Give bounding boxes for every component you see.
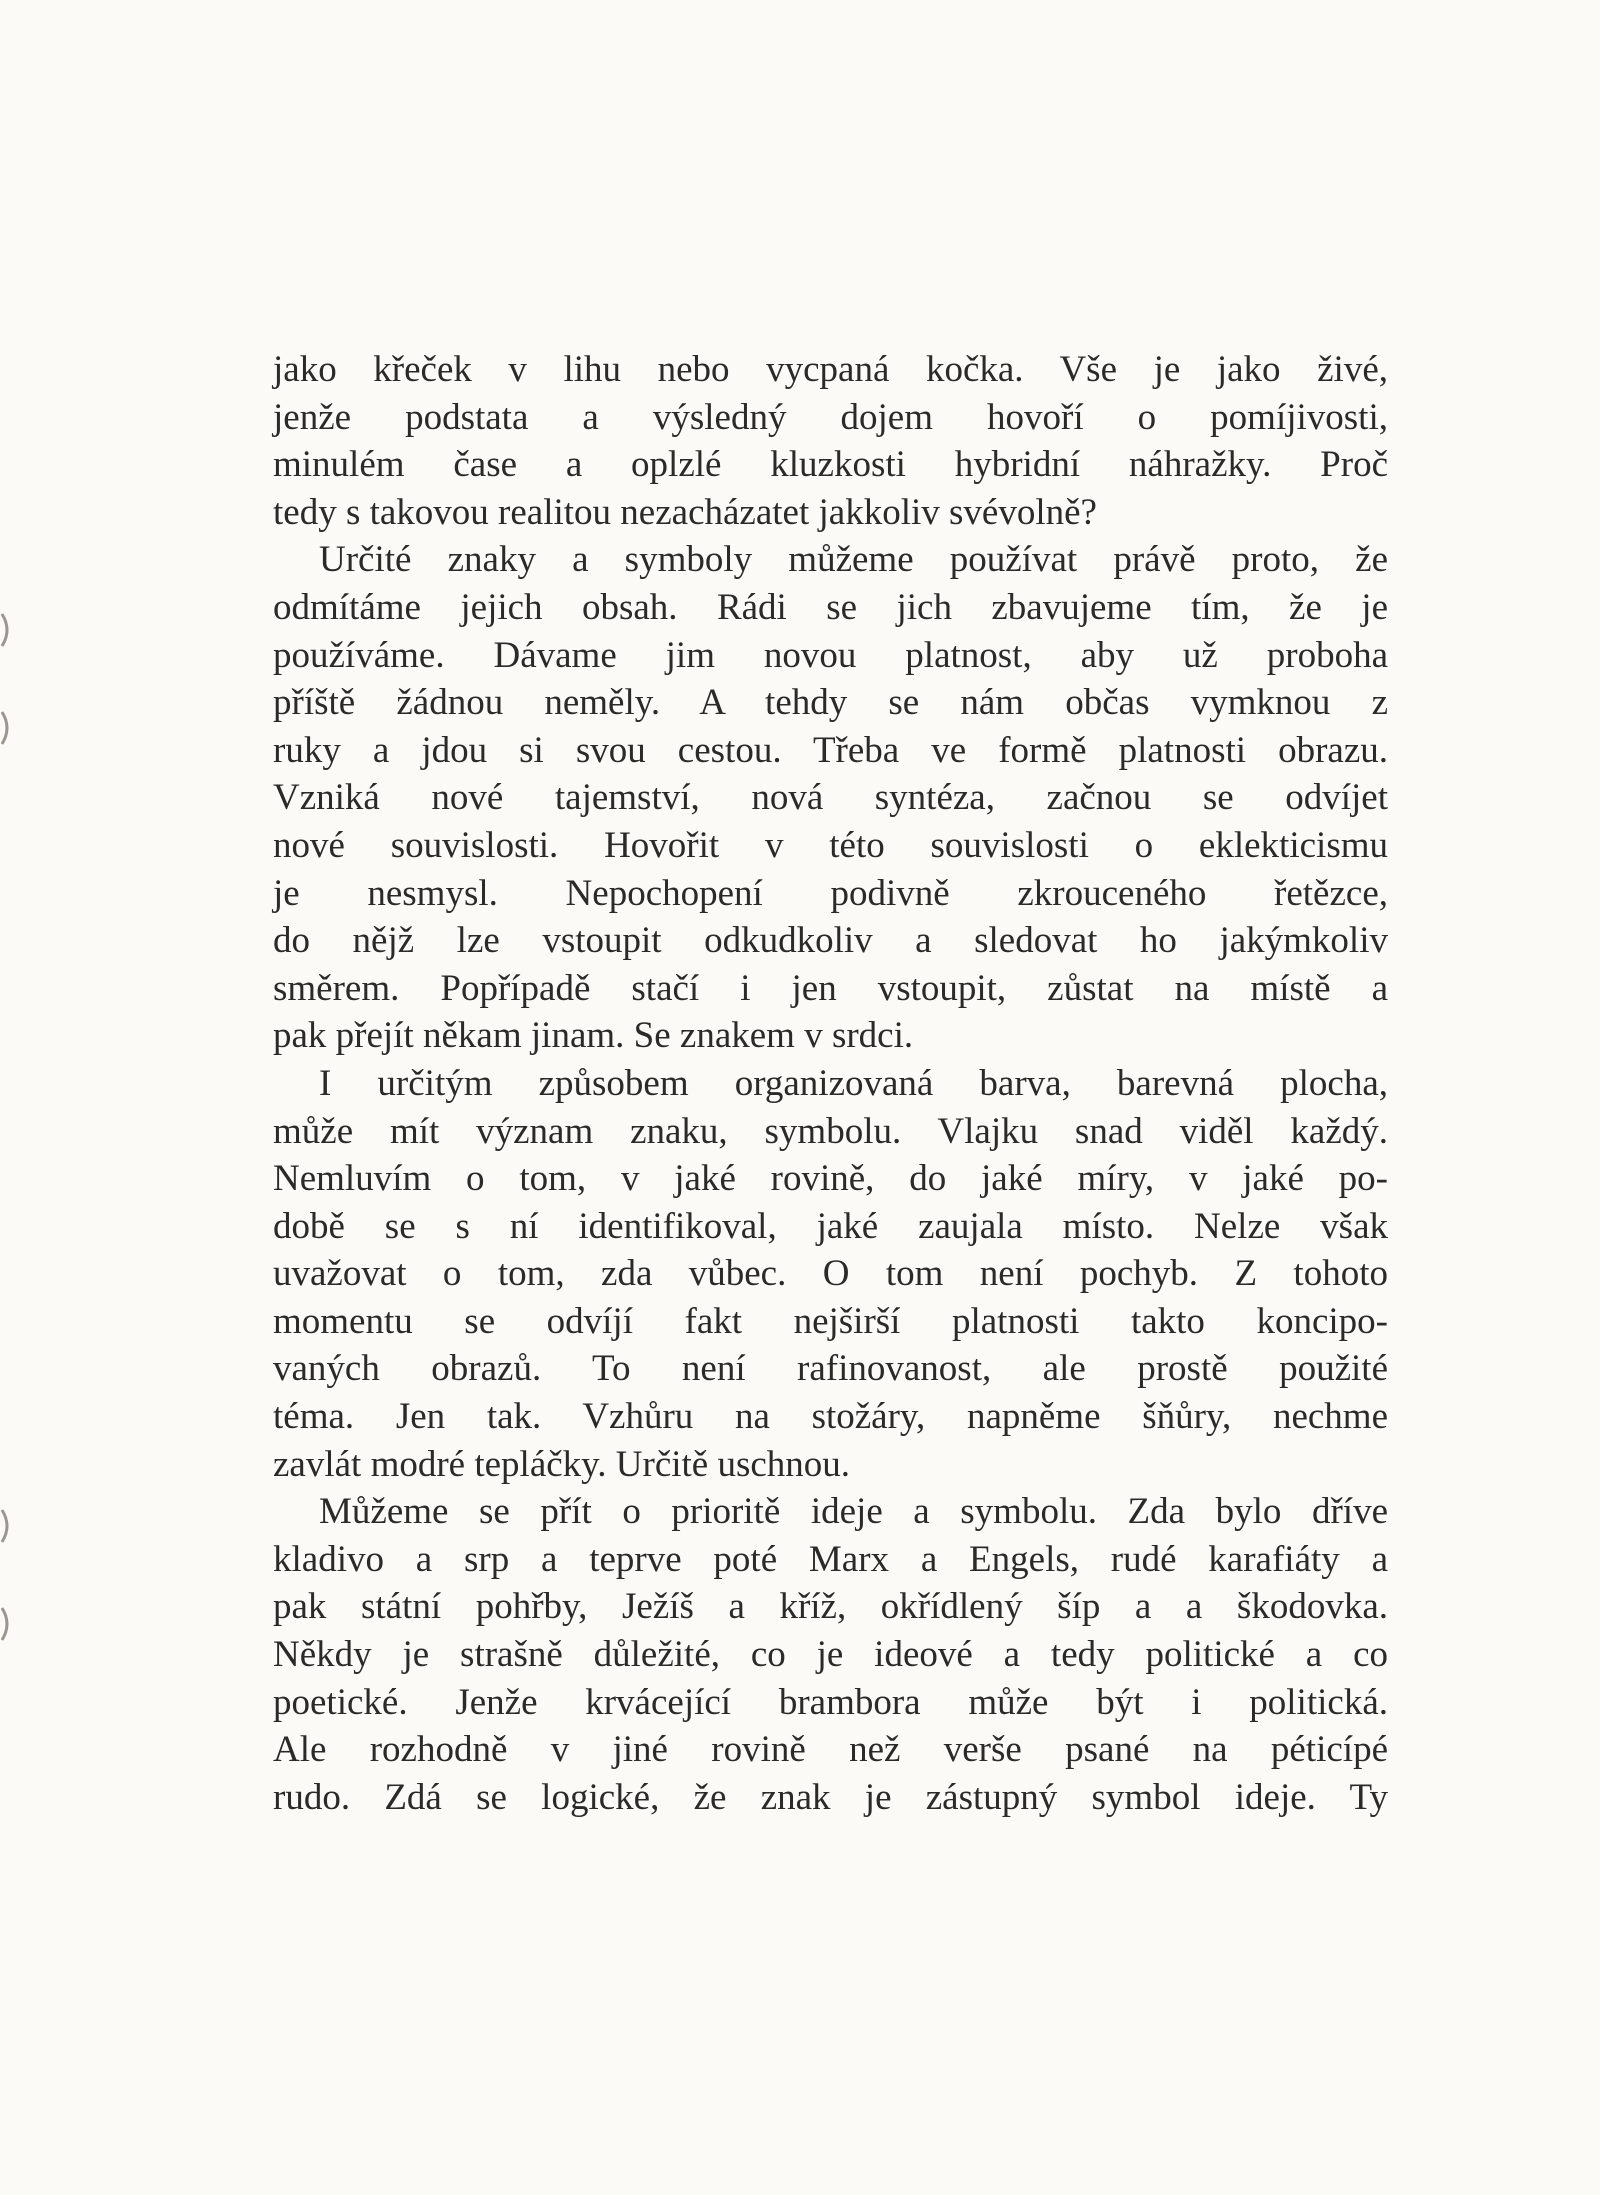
paragraph [273,1488,1388,1821]
text-line: Vzniká nové tajemství, nová syntéza, začnou se odvíjet [273,777,1388,819]
binding-hole-mark [0,612,14,648]
text-line: Můžeme se přít o prioritě ideje a symbolu. Zda bylo dříve [319,1491,1388,1533]
text-line: kladivo a srp a teprve poté Marx a Engels, rudé karafiáty a [273,1538,1388,1580]
text-line: uvažovat o tom, zda vůbec. O tom není pochyb. Z tohoto [273,1253,1388,1295]
binding-hole-mark [0,710,14,746]
text-line: rudo. Zdá se logické, že znak je zástupný symbol ideje. Ty [273,1776,1388,1818]
text-line: I určitým způsobem organizovaná barva, barevná plocha, [319,1062,1388,1104]
text-line: do nějž lze vstoupit odkudkoliv a sledovat ho jakýmkoliv [273,920,1388,962]
text-line: vaných obrazů. To není rafinovanost, ale prostě použité [273,1348,1388,1390]
binding-hole-mark [0,1508,14,1544]
body-text [273,346,1388,1821]
text-line: Určité znaky a symboly můžeme používat právě proto, že [319,539,1388,581]
text-line: může mít význam znaku, symbolu. Vlajku snad viděl každý. [273,1110,1388,1152]
paragraph [273,536,1388,1060]
text-line: nové souvislosti. Hovořit v této souvislosti o eklekticismu [273,824,1388,866]
text-line: tedy s takovou realitou nezacházatet jakkoliv svévolně? [273,491,1097,533]
text-line: Nemluvím o tom, v jaké rovině, do jaké míry, v jaké po- [273,1158,1388,1200]
text-line: Ale rozhodně v jiné rovině než verše psané na péticípé [273,1729,1388,1771]
text-line: zavlát modré tepláčky. Určitě uschnou. [273,1443,851,1485]
paragraph [273,1060,1388,1488]
text-line: jako křeček v lihu nebo vycpaná kočka. Vše je jako živé, [273,349,1388,390]
text-line: době se s ní identifikoval, jaké zaujala místo. Nelze však [273,1205,1388,1247]
text-line: používáme. Dávame jim novou platnost, aby už proboha [273,634,1388,676]
text-line: téma. Jen tak. Vzhůru na stožáry, napněme šňůry, nechme [273,1396,1388,1438]
text-line: ruky a jdou si svou cestou. Třeba ve formě platnosti obrazu. [273,729,1388,771]
binding-hole-mark [0,1606,14,1642]
text-line: je nesmysl. Nepochopení podivně zkrouceného řetězce, [273,872,1388,914]
text-line: pak státní pohřby, Ježíš a kříž, okřídlený šíp a a škodovka. [273,1586,1388,1628]
text-line: odmítáme jejich obsah. Rádi se jich zbavujeme tím, že je [273,586,1388,628]
text-line: příště žádnou neměly. A tehdy se nám občas vymknou z [273,682,1388,724]
paragraph [273,346,1388,536]
text-line: minulém čase a oplzlé kluzkosti hybridní náhražky. Proč [273,444,1388,486]
text-line: jenže podstata a výsledný dojem hovoří o pomíjivosti, [273,396,1388,438]
text-line: pak přejít někam jinam. Se znakem v srdci. [273,1015,914,1057]
text-line: poetické. Jenže krvácející brambora může být i politická. [273,1681,1388,1723]
text-line: momentu se odvíjí fakt nejširší platnosti takto koncipo- [273,1300,1388,1342]
text-line: Někdy je strašně důležité, co je ideové a tedy politické a co [273,1634,1388,1676]
text-line: směrem. Popřípadě stačí i jen vstoupit, zůstat na místě a [273,967,1388,1009]
